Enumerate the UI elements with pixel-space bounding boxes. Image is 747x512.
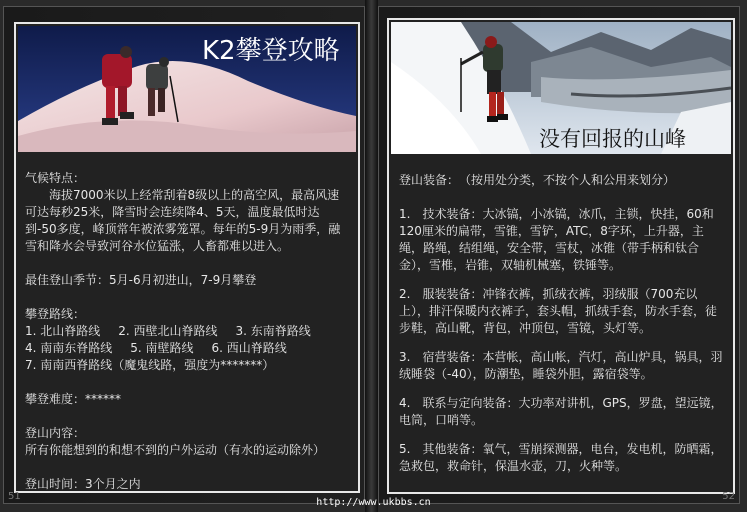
right-panel bbox=[387, 18, 735, 494]
route-item: 6. 西山脊路线 bbox=[211, 341, 287, 355]
equipment-item: 3. 宿营装备：本营帐，高山帐，汽灯，高山炉具，锅具，羽绒睡袋（-40），防潮垫，睡袋外胆，露宿袋等。 bbox=[399, 350, 723, 381]
routes-row-2 bbox=[25, 340, 351, 357]
right-page-content bbox=[399, 172, 723, 475]
content-text: 所有你能想到的和想不到的户外运动（有水的运动除外） bbox=[25, 443, 326, 457]
equipment-item: 1. 技术装备：大冰镐，小冰镐，冰爪，主锁，快挂，60和120厘米的扁带，雪锥，雪铲，ATC，8字环，上升器，主绳，路绳，结组绳，安全带，雪杖，冰锥（带手柄和钛合金），雪椎，岩锥，双轴机械塞，铁锤等。 bbox=[399, 207, 714, 272]
footer-url: http://www.ukbbs.cn bbox=[316, 497, 431, 508]
book-spine bbox=[365, 0, 378, 512]
duration: 登山时间：3个月之内 bbox=[25, 477, 141, 491]
climate-heading: 气候特点： bbox=[25, 171, 86, 185]
routes-row-3 bbox=[25, 357, 351, 374]
routes-row-1 bbox=[25, 323, 351, 340]
route-item: 3. 东南脊路线 bbox=[235, 324, 311, 338]
equipment-item: 4. 联系与定向装备：大功率对讲机，GPS，罗盘，望远镜，电筒，口哨等。 bbox=[399, 396, 723, 427]
route-item: 1. 北山脊路线 bbox=[25, 324, 101, 338]
left-page-content bbox=[25, 170, 351, 493]
route-item: 7. 南南西脊路线（魔鬼线路，强度为*******） bbox=[25, 358, 275, 372]
page-number-left: 51 bbox=[8, 491, 21, 502]
equipment-item: 5. 其他装备：氧气，雪崩探测器，电台，发电机，防晒霜，急救包，救命针，保温水壶，刀，火种等。 bbox=[399, 442, 723, 473]
route-item: 2. 西壁北山脊路线 bbox=[118, 324, 218, 338]
left-panel bbox=[14, 22, 360, 493]
page-number-right: 52 bbox=[722, 491, 735, 502]
route-item: 5. 南壁路线 bbox=[130, 341, 194, 355]
left-page bbox=[3, 6, 365, 504]
equipment-heading: 登山装备： （按用处分类，不按个人和公用来划分） bbox=[399, 173, 676, 187]
equipment-item: 2. 服装装备：冲锋衣裤，抓绒衣裤，羽绒服（700充以上），排汗保暖内衣裤子，套头帽，抓绒手套，防水手套，徒步鞋，高山靴，背包，冲顶包，雪镜，头灯等。 bbox=[399, 287, 718, 335]
content-heading: 登山内容： bbox=[25, 426, 86, 440]
routes-heading: 攀登路线： bbox=[25, 307, 86, 321]
right-page-title: 没有回报的山峰 bbox=[539, 127, 686, 151]
left-page-title: K2攀登攻略 bbox=[202, 36, 340, 66]
climate-text: 海拔7000米以上经常刮着8级以上的高空风，最高风速可达每秒25米，降雪时会连续降4、5天，温度最低时达到-50多度，峰顶常年被浓雾笼罩。每年的5-9月为雨季，融雪和降水会导致河谷水位猛涨，人畜都难以进入。 bbox=[25, 188, 341, 253]
right-page bbox=[378, 6, 740, 504]
best-season: 最佳登山季节：5月-6月初进山，7-9月攀登 bbox=[25, 273, 257, 287]
route-item: 4. 南南东脊路线 bbox=[25, 341, 113, 355]
difficulty: 攀登难度：****** bbox=[25, 392, 122, 406]
